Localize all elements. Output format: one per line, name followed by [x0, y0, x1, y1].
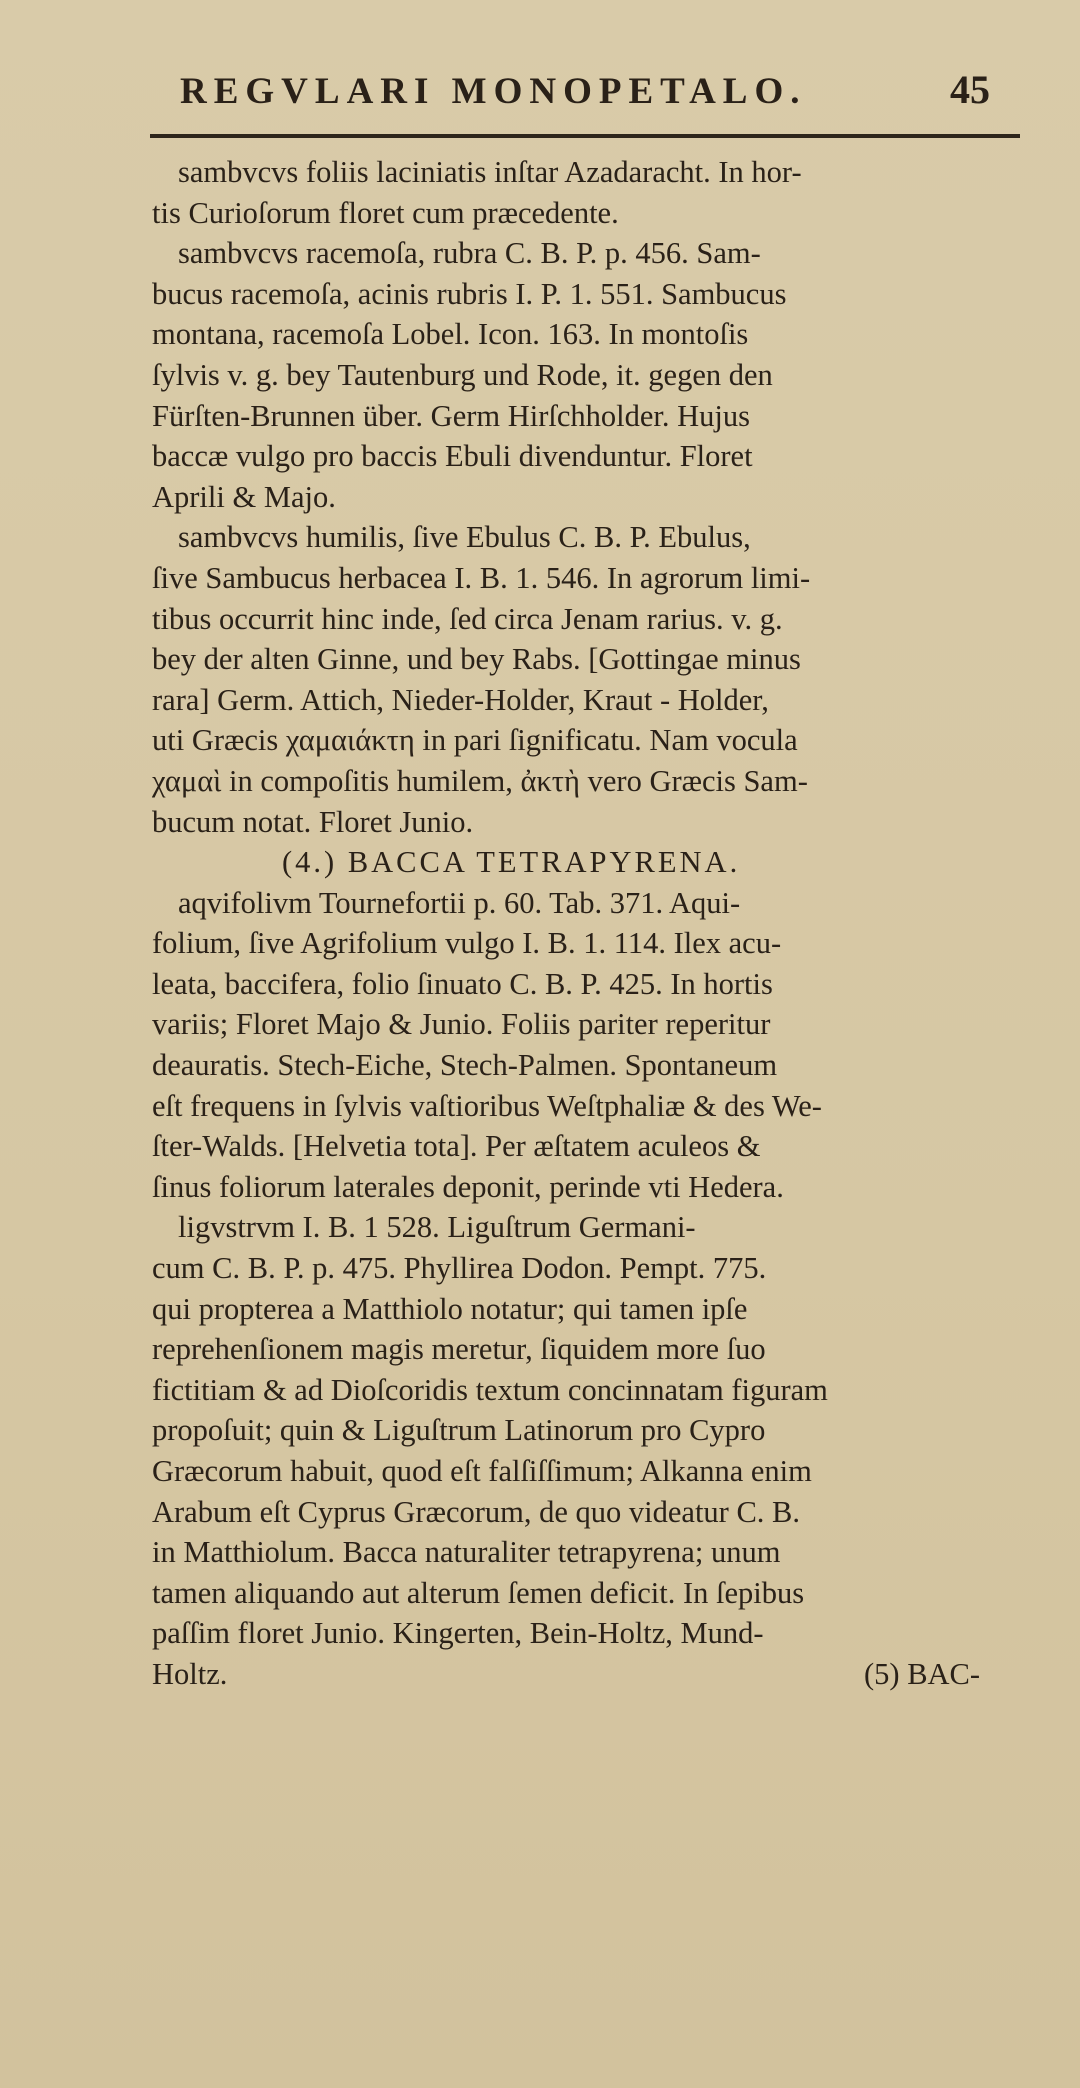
text-body [152, 152, 1052, 1695]
text-line: cum C. B. P. p. 475. Phyllirea Dodon. Pempt. 775. [152, 1251, 767, 1286]
text-line: ſylvis v. g. bey Tautenburg und Rode, it. gegen den [152, 357, 773, 392]
text-line: χαμαὶ in compoſitis humilem, ἀκτὴ vero Græcis Sam- [152, 763, 808, 798]
text-line: leata, baccifera, folio ſinuato C. B. P. 425. In hortis [152, 966, 773, 1001]
catchword: (5) BAC- [864, 1656, 981, 1691]
section-heading: (4.) BACCA TETRAPYRENA. [282, 845, 741, 880]
text-line: tamen aliquando aut alterum ſemen deficit. In ſepibus [152, 1575, 805, 1610]
text-line: aqvifolivm Tournefortii p. 60. Tab. 371. Aqui- [178, 885, 741, 920]
text-line: bey der alten Ginne, und bey Rabs. [Gottingae minus [152, 642, 801, 677]
text-line: variis; Floret Majo & Junio. Foliis pariter reperitur [152, 1007, 771, 1042]
text-line: reprehenſionem magis meretur, ſiquidem more ſuo [152, 1332, 766, 1367]
text-line: qui propterea a Matthiolo notatur; qui tamen ipſe [152, 1291, 748, 1326]
text-line: tibus occurrit hinc inde, ſed circa Jenam rarius. v. g. [152, 601, 783, 636]
text-line: deauratis. Stech-Eiche, Stech-Palmen. Spontaneum [152, 1048, 778, 1083]
text-line: baccæ vulgo pro baccis Ebuli divenduntur. Floret [152, 439, 753, 474]
text-line-last [152, 1654, 1052, 1695]
text-line: bucum notat. Floret Junio. [152, 804, 474, 839]
text-line: uti Græcis χαμαιάκτη in pari ſignificatu. Nam vocula [152, 723, 798, 758]
header-rule [150, 134, 1020, 138]
text-line: Arabum eſt Cyprus Græcorum, de quo videatur C. B. [152, 1494, 801, 1529]
text-line: bucus racemoſa, acinis rubris I. P. 1. 551. Sambucus [152, 276, 787, 311]
text-line: ſinus foliorum laterales deponit, perinde vti Hedera. [152, 1169, 784, 1204]
text-line: Fürſten-Brunnen über. Germ Hirſchholder. Hujus [152, 398, 751, 433]
page-number: 45 [950, 67, 990, 112]
text-line: fictitiam & ad Dioſcoridis textum concinnatam figuram [152, 1372, 828, 1407]
text-line: sambvcvs racemoſa, rubra C. B. P. p. 456. Sam- [178, 236, 761, 271]
running-title: REGVLARI MONOPETALO. [180, 71, 807, 112]
text-line: folium, ſive Agrifolium vulgo I. B. 1. 114. Ilex acu- [152, 926, 782, 961]
text-line: rara] Germ. Attich, Nieder-Holder, Kraut - Holder, [152, 682, 769, 717]
text-line: sambvcvs foliis laciniatis inſtar Azadaracht. In hor- [178, 155, 802, 189]
text-line: tis Curioſorum floret cum præcedente. [152, 195, 619, 230]
text-line: Græcorum habuit, quod eſt falſiſſimum; Alkanna enim [152, 1454, 812, 1488]
text-line: in Matthiolum. Bacca naturaliter tetrapyrena; unum [152, 1535, 781, 1570]
text-line: propoſuit; quin & Liguſtrum Latinorum pro Cypro [152, 1413, 766, 1448]
text-line: ſter-Walds. [Helvetia tota]. Per æſtatem aculeos & [152, 1129, 761, 1164]
text-line: ligvstrvm I. B. 1 528. Liguſtrum Germani- [178, 1210, 696, 1245]
text-line: Aprili & Majo. [152, 479, 336, 514]
text-line: sambvcvs humilis, ſive Ebulus C. B. P. Ebulus, [178, 520, 751, 555]
text-line: ſive Sambucus herbacea I. B. 1. 546. In agrorum limi- [152, 560, 811, 595]
text-line: eſt frequens in ſylvis vaſtioribus Weſtphaliæ & des We- [152, 1088, 822, 1123]
text-line: Holtz. [152, 1656, 228, 1691]
text-line: montana, racemoſa Lobel. Icon. 163. In montoſis [152, 317, 749, 352]
text-line: paſſim floret Junio. Kingerten, Bein-Holtz, Mund- [152, 1616, 764, 1651]
